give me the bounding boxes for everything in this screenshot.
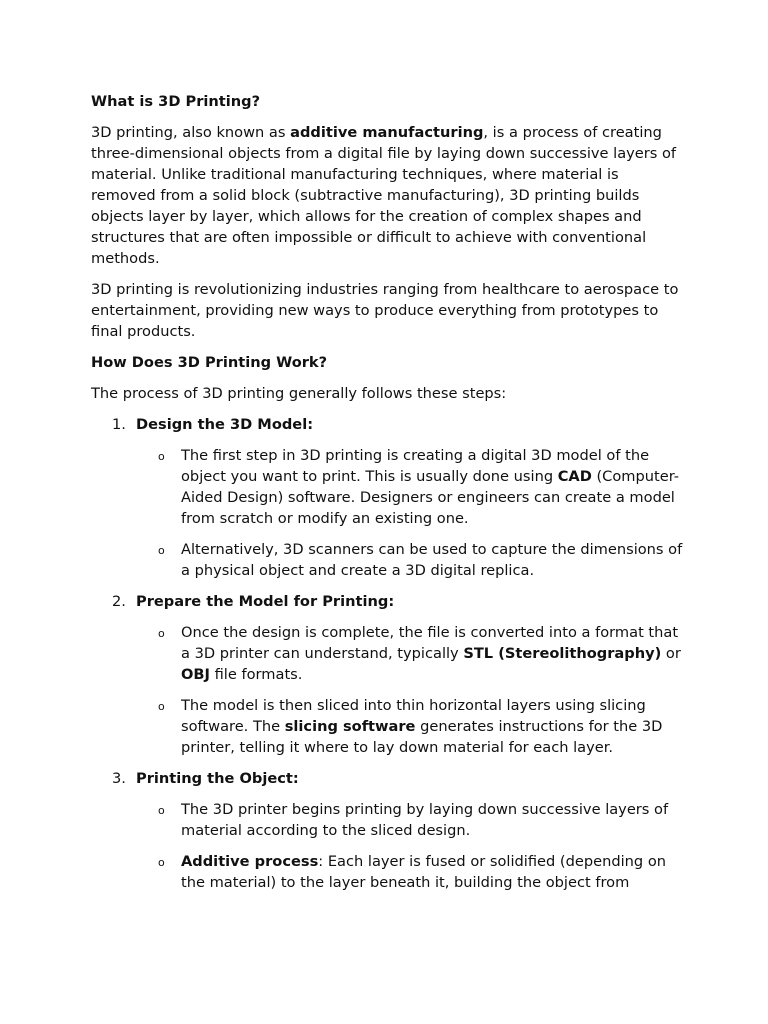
bullet-bold: OBJ bbox=[181, 666, 210, 683]
intro-paragraph-1 bbox=[91, 122, 683, 269]
bullet-text: generates instructions for the 3D printer, telling it where to lay down material for each layer. bbox=[181, 718, 663, 756]
step-3-bullets bbox=[91, 799, 683, 893]
bullet-text: or bbox=[661, 645, 681, 662]
step-3 bbox=[91, 768, 683, 789]
bullet-circle-icon: o bbox=[158, 544, 165, 557]
bullet-text: file formats. bbox=[209, 666, 303, 683]
bullet-circle-icon: o bbox=[158, 450, 165, 463]
step-title: Design the 3D Model: bbox=[136, 416, 314, 433]
intro1-bold-term: additive manufacturing bbox=[290, 124, 484, 141]
bullet-circle-icon: o bbox=[158, 804, 165, 817]
bullet-text: Once the design is complete, the file is converted into a format that a 3D printer can understand, typically bbox=[181, 624, 679, 662]
step-2-bullets bbox=[91, 622, 683, 758]
step-number: 3. bbox=[112, 770, 126, 787]
document-page bbox=[91, 91, 683, 903]
bullet-bold: Additive process bbox=[181, 853, 319, 870]
bullet-bold: slicing software bbox=[284, 718, 416, 735]
bullet-circle-icon: o bbox=[158, 627, 165, 640]
section-heading: How Does 3D Printing Work? bbox=[91, 354, 328, 371]
list-item bbox=[91, 445, 683, 529]
step-title: Prepare the Model for Printing: bbox=[136, 593, 395, 610]
list-item bbox=[91, 539, 683, 581]
step-title: Printing the Object: bbox=[136, 770, 299, 787]
bullet-bold: STL (Stereolithography) bbox=[463, 645, 662, 662]
step-number: 1. bbox=[112, 416, 126, 433]
step-number: 2. bbox=[112, 593, 126, 610]
bullet-text: : Each layer is fused or solidified (depending on the material) to the layer beneath it, building the object from bbox=[181, 853, 666, 891]
section-intro: The process of 3D printing generally follows these steps: bbox=[91, 385, 507, 402]
bullet-text: Alternatively, 3D scanners can be used to capture the dimensions of a physical object and create a 3D digital replica. bbox=[181, 541, 683, 579]
list-item bbox=[91, 622, 683, 685]
list-item bbox=[91, 851, 683, 893]
bullet-text: The model is then sliced into thin horizontal layers using slicing software. The bbox=[181, 697, 646, 735]
document-title: What is 3D Printing? bbox=[91, 93, 261, 110]
intro-paragraph-2: 3D printing is revolutionizing industries ranging from healthcare to aerospace to entertainment, providing new ways to produce everything from prototypes to final products. bbox=[91, 281, 679, 340]
list-item bbox=[91, 799, 683, 841]
bullet-text: The first step in 3D printing is creating a digital 3D model of the object you want to print. This is usually done using bbox=[181, 447, 650, 485]
bullet-bold: CAD bbox=[557, 468, 592, 485]
bullet-circle-icon: o bbox=[158, 856, 165, 869]
step-1 bbox=[91, 414, 683, 435]
intro1-text-a: 3D printing, also known as bbox=[91, 124, 291, 141]
intro1-text-c: , is a process of creating three-dimensional objects from a digital file by laying down successive layers of material. Unlike traditional manufacturing techniques, where material is removed from a solid block (subtractive manufacturing), 3D printing builds objects layer by layer, which allows for the creation of complex shapes and structures that are often impossible or difficult to achieve with conventional methods. bbox=[91, 124, 677, 267]
bullet-text: (Computer-Aided Design) software. Designers or engineers can create a model from scratch or modify an existing one. bbox=[181, 468, 680, 527]
bullet-text: The 3D printer begins printing by laying down successive layers of material according to the sliced design. bbox=[181, 801, 669, 839]
list-item bbox=[91, 695, 683, 758]
step-2 bbox=[91, 591, 683, 612]
bullet-circle-icon: o bbox=[158, 700, 165, 713]
step-1-bullets bbox=[91, 445, 683, 581]
